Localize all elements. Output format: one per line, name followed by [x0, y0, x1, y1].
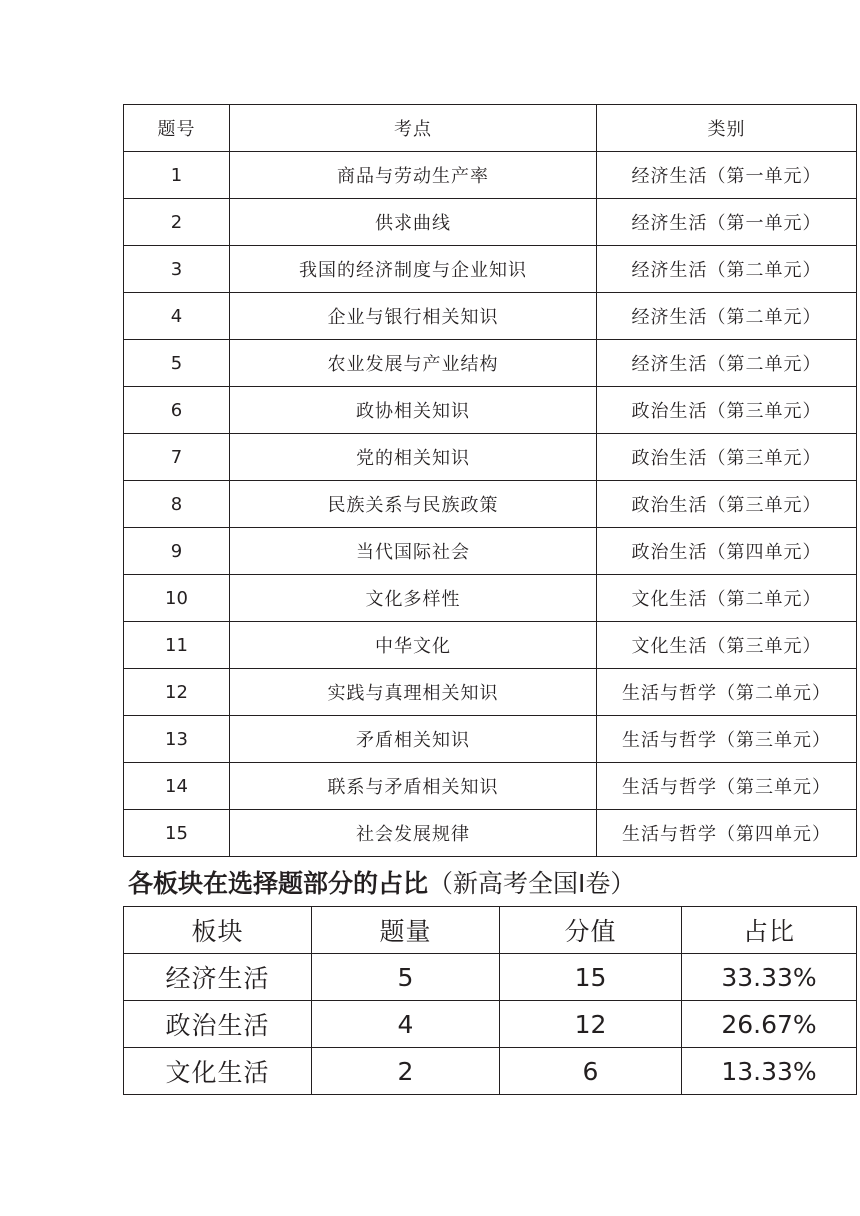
share-table — [123, 906, 857, 1095]
topic: 政协相关知识 — [230, 387, 597, 434]
table-row — [124, 669, 857, 716]
table-row — [124, 293, 857, 340]
count: 2 — [312, 1048, 500, 1095]
topic: 当代国际社会 — [230, 528, 597, 575]
table-row — [124, 1048, 857, 1095]
table-row — [124, 481, 857, 528]
category: 经济生活（第二单元） — [597, 340, 857, 387]
category: 经济生活（第二单元） — [597, 246, 857, 293]
question-no: 4 — [124, 293, 230, 340]
ratio: 13.33% — [682, 1048, 857, 1095]
ratio: 26.67% — [682, 1001, 857, 1048]
topic: 联系与矛盾相关知识 — [230, 763, 597, 810]
question-no: 10 — [124, 575, 230, 622]
question-no: 2 — [124, 199, 230, 246]
category: 文化生活（第三单元） — [597, 622, 857, 669]
table-row — [124, 716, 857, 763]
category: 经济生活（第一单元） — [597, 199, 857, 246]
topic: 企业与银行相关知识 — [230, 293, 597, 340]
question-no: 12 — [124, 669, 230, 716]
category: 生活与哲学（第三单元） — [597, 763, 857, 810]
table-row — [124, 340, 857, 387]
topic: 商品与劳动生产率 — [230, 152, 597, 199]
ratio: 33.33% — [682, 954, 857, 1001]
topic: 我国的经济制度与企业知识 — [230, 246, 597, 293]
block: 政治生活 — [124, 1001, 312, 1048]
question-no: 14 — [124, 763, 230, 810]
table-row — [124, 1001, 857, 1048]
table-row — [124, 246, 857, 293]
table-row — [124, 763, 857, 810]
table-row — [124, 622, 857, 669]
question-no: 7 — [124, 434, 230, 481]
table-row — [124, 434, 857, 481]
category: 政治生活（第四单元） — [597, 528, 857, 575]
question-no: 13 — [124, 716, 230, 763]
table-row — [124, 810, 857, 857]
section-title — [128, 866, 635, 902]
count: 5 — [312, 954, 500, 1001]
header-count: 题量 — [312, 907, 500, 954]
table-header-row — [124, 105, 857, 152]
category: 生活与哲学（第二单元） — [597, 669, 857, 716]
topic: 社会发展规律 — [230, 810, 597, 857]
header-ratio: 占比 — [682, 907, 857, 954]
category: 生活与哲学（第三单元） — [597, 716, 857, 763]
table-row — [124, 954, 857, 1001]
question-no: 15 — [124, 810, 230, 857]
table-row — [124, 152, 857, 199]
topic: 党的相关知识 — [230, 434, 597, 481]
count: 4 — [312, 1001, 500, 1048]
category: 文化生活（第二单元） — [597, 575, 857, 622]
question-no: 6 — [124, 387, 230, 434]
topic: 供求曲线 — [230, 199, 597, 246]
topic: 实践与真理相关知识 — [230, 669, 597, 716]
topics-table — [123, 104, 857, 857]
header-block: 板块 — [124, 907, 312, 954]
section-title-sub: （新高考全国Ⅰ卷） — [428, 869, 636, 898]
question-no: 11 — [124, 622, 230, 669]
table-row — [124, 199, 857, 246]
table-row — [124, 575, 857, 622]
header-score: 分值 — [500, 907, 682, 954]
topic: 矛盾相关知识 — [230, 716, 597, 763]
score: 15 — [500, 954, 682, 1001]
header-topic: 考点 — [230, 105, 597, 152]
question-no: 1 — [124, 152, 230, 199]
topic: 文化多样性 — [230, 575, 597, 622]
category: 生活与哲学（第四单元） — [597, 810, 857, 857]
section-title-main: 各板块在选择题部分的占比 — [128, 869, 429, 898]
score: 12 — [500, 1001, 682, 1048]
category: 政治生活（第三单元） — [597, 434, 857, 481]
question-no: 5 — [124, 340, 230, 387]
table-row — [124, 528, 857, 575]
header-question-no: 题号 — [124, 105, 230, 152]
category: 政治生活（第三单元） — [597, 387, 857, 434]
topic: 民族关系与民族政策 — [230, 481, 597, 528]
header-category: 类别 — [597, 105, 857, 152]
topic: 中华文化 — [230, 622, 597, 669]
category: 经济生活（第一单元） — [597, 152, 857, 199]
table-header-row — [124, 907, 857, 954]
block: 经济生活 — [124, 954, 312, 1001]
score: 6 — [500, 1048, 682, 1095]
question-no: 8 — [124, 481, 230, 528]
table-row — [124, 387, 857, 434]
question-no: 9 — [124, 528, 230, 575]
category: 政治生活（第三单元） — [597, 481, 857, 528]
topic: 农业发展与产业结构 — [230, 340, 597, 387]
question-no: 3 — [124, 246, 230, 293]
block: 文化生活 — [124, 1048, 312, 1095]
category: 经济生活（第二单元） — [597, 293, 857, 340]
